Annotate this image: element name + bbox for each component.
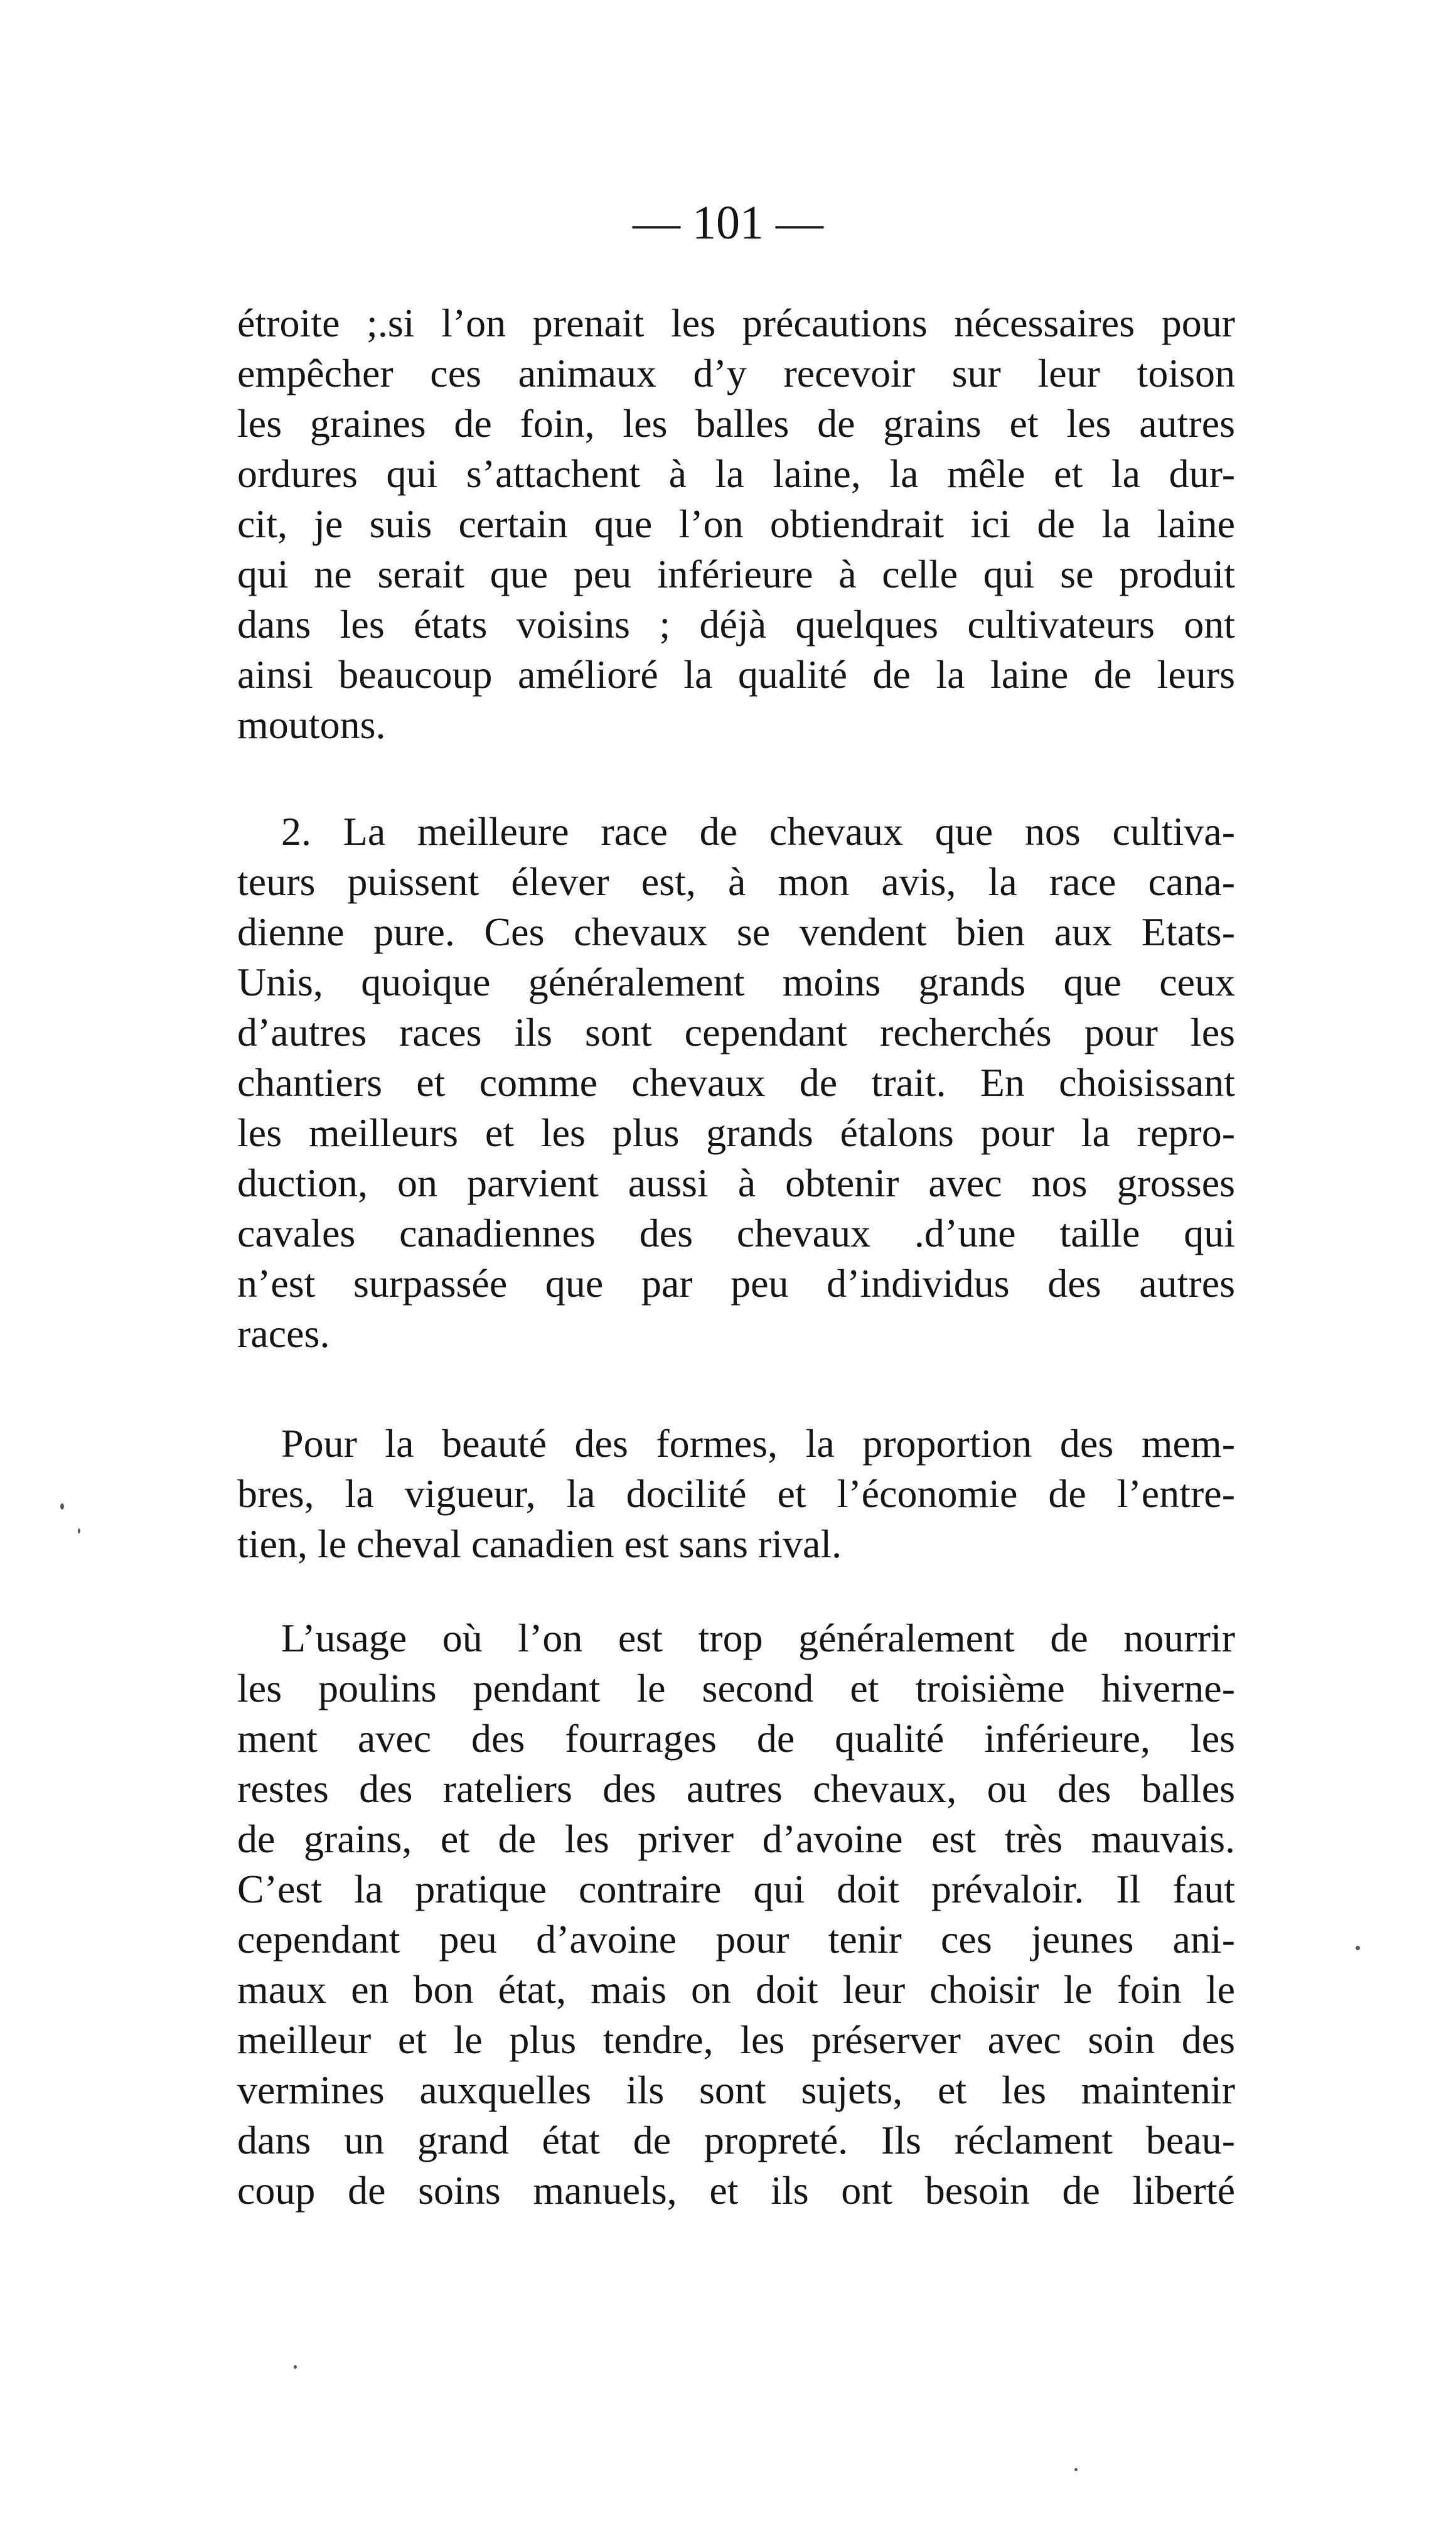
text-line: d’autres races ils sont cependant recherchés pour les xyxy=(237,1010,1235,1055)
text-line: restes des rateliers des autres chevaux, ou des balles xyxy=(237,1766,1235,1811)
text-line: C’est la pratique contraire qui doit prévaloir. Il faut xyxy=(237,1867,1235,1911)
paragraph-1 xyxy=(237,298,1235,750)
text-line: de grains, et de les priver d’avoine est très mauvais. xyxy=(237,1817,1235,1861)
scan-speck xyxy=(294,2365,297,2369)
text-line: cependant peu d’avoine pour tenir ces jeunes ani- xyxy=(237,1917,1235,1962)
text-line: races. xyxy=(237,1311,330,1356)
text-line: coup de soins manuels, et ils ont besoin de liberté xyxy=(237,2168,1235,2213)
text-line: n’est surpassée que par peu d’individus des autres xyxy=(237,1261,1235,1306)
text-line: tien, le cheval canadien est sans rival. xyxy=(237,1522,842,1566)
text-line: ment avec des fourrages de qualité inférieure, les xyxy=(237,1716,1235,1761)
text-line: les meilleurs et les plus grands étalons pour la repro- xyxy=(237,1110,1235,1155)
text-line: ainsi beaucoup amélioré la qualité de la laine de leurs xyxy=(237,652,1235,697)
text-line: teurs puissent élever est, à mon avis, la race cana- xyxy=(237,859,1235,904)
paragraph-2 xyxy=(237,807,1235,1359)
text-line: dienne pure. Ces chevaux se vendent bien aux Etats- xyxy=(237,910,1235,954)
scan-speck xyxy=(1074,2468,1078,2471)
text-line: meilleur et le plus tendre, les préserver avec soin des xyxy=(237,2017,1235,2062)
text-line: étroite ;.si l’on prenait les précautions nécessaires pour xyxy=(237,301,1235,345)
text-line: duction, on parvient aussi à obtenir avec nos grosses xyxy=(237,1161,1235,1205)
text-line: maux en bon état, mais on doit leur choisir le foin le xyxy=(237,1967,1235,2012)
text-line: dans les états voisins ; déjà quelques cultivateurs ont xyxy=(237,602,1235,647)
scan-speck xyxy=(78,1528,80,1533)
text-line: qui ne serait que peu inférieure à celle qui se produit xyxy=(237,552,1235,596)
text-line: Pour la beauté des formes, la proportion des mem- xyxy=(281,1421,1235,1466)
text-line: empêcher ces animaux d’y recevoir sur leur toison xyxy=(237,351,1235,395)
text-line: les graines de foin, les balles de grains et les autres xyxy=(237,401,1235,446)
text-line: L’usage où l’on est trop généralement de nourrir xyxy=(281,1616,1235,1660)
text-line: 2. La meilleure race de chevaux que nos cultiva- xyxy=(281,809,1235,854)
paragraph-4 xyxy=(237,1613,1235,2216)
page-number: — 101 — xyxy=(633,196,823,249)
scan-speck xyxy=(60,1503,64,1510)
text-line: moutons. xyxy=(237,702,386,747)
scan-speck xyxy=(1356,1946,1360,1950)
text-line: Unis, quoique généralement moins grands que ceux xyxy=(237,960,1235,1004)
text-line: les poulins pendant le second et troisième hiverne- xyxy=(237,1666,1235,1710)
text-line: chantiers et comme chevaux de trait. En choisissant xyxy=(237,1060,1235,1105)
text-line: vermines auxquelles ils sont sujets, et les maintenir xyxy=(237,2068,1235,2112)
text-line: cavales canadiennes des chevaux .d’une taille qui xyxy=(237,1211,1235,1255)
paragraph-3 xyxy=(237,1419,1235,1569)
text-line: cit, je suis certain que l’on obtiendrait ici de la laine xyxy=(237,502,1235,546)
text-line: dans un grand état de propreté. Ils réclament beau- xyxy=(237,2118,1235,2162)
text-line: bres, la vigueur, la docilité et l’économie de l’entre- xyxy=(237,1471,1235,1516)
text-line: ordures qui s’attachent à la laine, la mêle et la dur- xyxy=(237,451,1235,496)
